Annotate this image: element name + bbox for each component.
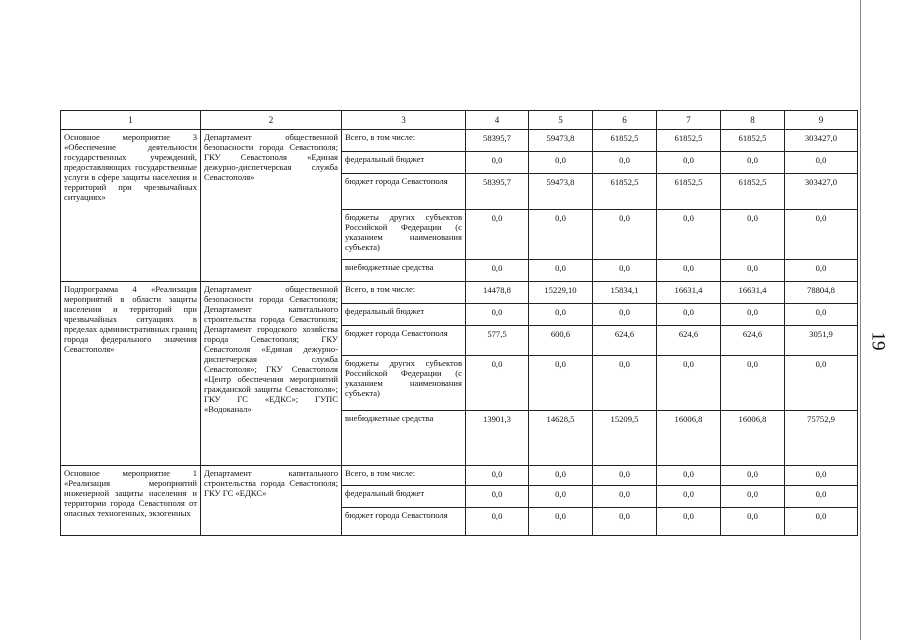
amount-cell: 0,0 bbox=[785, 508, 858, 536]
amount-cell: 303427,0 bbox=[785, 174, 858, 210]
funding-source-cell: федеральный бюджет bbox=[342, 152, 466, 174]
amount-cell: 0,0 bbox=[721, 152, 785, 174]
amount-cell: 14478,8 bbox=[466, 282, 529, 304]
amount-cell: 0,0 bbox=[657, 210, 721, 260]
amount-cell: 59473,8 bbox=[529, 130, 593, 152]
amount-cell: 61852,5 bbox=[721, 174, 785, 210]
amount-cell: 0,0 bbox=[529, 466, 593, 486]
amount-cell: 0,0 bbox=[721, 466, 785, 486]
amount-cell: 15229,10 bbox=[529, 282, 593, 304]
header-row bbox=[61, 111, 858, 130]
amount-cell: 61852,5 bbox=[721, 130, 785, 152]
header-cell: 3 bbox=[342, 111, 466, 130]
executor-cell: Департамент капитального строительства города Севастополя; ГКУ ГС «ЕДКС» bbox=[201, 466, 342, 536]
amount-cell: 58395,7 bbox=[466, 130, 529, 152]
amount-cell: 0,0 bbox=[657, 466, 721, 486]
funding-source-cell: федеральный бюджет bbox=[342, 486, 466, 508]
amount-cell: 0,0 bbox=[529, 304, 593, 326]
funding-source-cell: Всего, в том числе: bbox=[342, 282, 466, 304]
funding-source-cell: Всего, в том числе: bbox=[342, 130, 466, 152]
amount-cell: 0,0 bbox=[529, 210, 593, 260]
amount-cell: 0,0 bbox=[785, 356, 858, 411]
amount-cell: 0,0 bbox=[529, 260, 593, 282]
amount-cell: 0,0 bbox=[657, 152, 721, 174]
amount-cell: 15209,5 bbox=[593, 411, 657, 466]
amount-cell: 75752,9 bbox=[785, 411, 858, 466]
amount-cell: 0,0 bbox=[466, 304, 529, 326]
amount-cell: 0,0 bbox=[466, 210, 529, 260]
amount-cell: 303427,0 bbox=[785, 130, 858, 152]
table-row bbox=[61, 466, 858, 486]
amount-cell: 16631,4 bbox=[721, 282, 785, 304]
funding-source-cell: федеральный бюджет bbox=[342, 304, 466, 326]
amount-cell: 59473,8 bbox=[529, 174, 593, 210]
amount-cell: 0,0 bbox=[785, 304, 858, 326]
amount-cell: 13901,3 bbox=[466, 411, 529, 466]
funding-source-cell: бюджет города Севастополя bbox=[342, 508, 466, 536]
funding-source-cell: бюджеты других субъектов Российской Федерации (с указанием наименования субъекта) bbox=[342, 356, 466, 411]
amount-cell: 15834,1 bbox=[593, 282, 657, 304]
funding-source-cell: внебюджетные средства bbox=[342, 411, 466, 466]
amount-cell: 0,0 bbox=[593, 152, 657, 174]
amount-cell: 0,0 bbox=[593, 210, 657, 260]
amount-cell: 16006,8 bbox=[721, 411, 785, 466]
header-cell: 1 bbox=[61, 111, 201, 130]
amount-cell: 0,0 bbox=[785, 260, 858, 282]
amount-cell: 0,0 bbox=[721, 356, 785, 411]
amount-cell: 0,0 bbox=[721, 304, 785, 326]
amount-cell: 0,0 bbox=[721, 260, 785, 282]
amount-cell: 58395,7 bbox=[466, 174, 529, 210]
amount-cell: 0,0 bbox=[657, 508, 721, 536]
funding-source-cell: бюджет города Севастополя bbox=[342, 174, 466, 210]
funding-source-cell: бюджет города Севастополя bbox=[342, 326, 466, 356]
amount-cell: 0,0 bbox=[466, 356, 529, 411]
header-cell: 9 bbox=[785, 111, 858, 130]
executor-cell: Департамент общественной безопасности города Севастополя; Департамент капитального строительства города Севастополя; Департамент городского хозяйства города Севастополя; ГКУ Севастополя «Единая дежурно-диспетчерская служба Севастополя»; ГКУ Севастополя «Центр обеспечения мероприятий гражданской защиты Севастополя»; ГКУ ГС «ЕДКС»; ГУПС «Водоканал» bbox=[201, 282, 342, 466]
amount-cell: 3051,9 bbox=[785, 326, 858, 356]
amount-cell: 14628,5 bbox=[529, 411, 593, 466]
amount-cell: 0,0 bbox=[529, 152, 593, 174]
amount-cell: 61852,5 bbox=[657, 174, 721, 210]
amount-cell: 624,6 bbox=[657, 326, 721, 356]
activity-name-cell: Основное мероприятие 1 «Реализация мероприятий инженерной защиты населения и территории города Севастополя от опасных техногенных, экзогенных bbox=[61, 466, 201, 536]
amount-cell: 0,0 bbox=[466, 486, 529, 508]
funding-source-cell: бюджеты других субъектов Российской Федерации (с указанием наименования субъекта) bbox=[342, 210, 466, 260]
amount-cell: 0,0 bbox=[466, 466, 529, 486]
amount-cell: 0,0 bbox=[466, 260, 529, 282]
amount-cell: 0,0 bbox=[657, 304, 721, 326]
amount-cell: 0,0 bbox=[593, 508, 657, 536]
amount-cell: 0,0 bbox=[593, 356, 657, 411]
amount-cell: 577,5 bbox=[466, 326, 529, 356]
amount-cell: 600,6 bbox=[529, 326, 593, 356]
amount-cell: 61852,5 bbox=[593, 174, 657, 210]
amount-cell: 61852,5 bbox=[657, 130, 721, 152]
amount-cell: 0,0 bbox=[529, 508, 593, 536]
header-cell: 2 bbox=[201, 111, 342, 130]
financing-table bbox=[60, 110, 858, 536]
executor-cell: Департамент общественной безопасности города Севастополя; ГКУ Севастополя «Единая дежурно-диспетчерская служба Севастополя» bbox=[201, 130, 342, 282]
amount-cell: 0,0 bbox=[657, 260, 721, 282]
amount-cell: 78804,8 bbox=[785, 282, 858, 304]
amount-cell: 0,0 bbox=[785, 486, 858, 508]
amount-cell: 0,0 bbox=[529, 486, 593, 508]
amount-cell: 0,0 bbox=[593, 304, 657, 326]
activity-name-cell: Подпрограмма 4 «Реализация мероприятий в области защиты населения и территорий при чрезвычайных ситуациях в пределах административных границ города федерального значения Севастополя» bbox=[61, 282, 201, 466]
header-cell: 8 bbox=[721, 111, 785, 130]
activity-name-cell: Основное мероприятие 3 «Обеспечение деятельности государственных учреждений, предоставляющих государственные услуги в сфере защиты населения и территорий при чрезвычайных ситуациях» bbox=[61, 130, 201, 282]
amount-cell: 0,0 bbox=[593, 466, 657, 486]
amount-cell: 0,0 bbox=[721, 508, 785, 536]
header-cell: 4 bbox=[466, 111, 529, 130]
amount-cell: 16631,4 bbox=[657, 282, 721, 304]
page-number: 19 bbox=[867, 331, 889, 351]
amount-cell: 0,0 bbox=[466, 508, 529, 536]
amount-cell: 0,0 bbox=[593, 486, 657, 508]
amount-cell: 0,0 bbox=[785, 466, 858, 486]
amount-cell: 61852,5 bbox=[593, 130, 657, 152]
amount-cell: 624,6 bbox=[593, 326, 657, 356]
page-edge-line bbox=[860, 0, 861, 640]
header-cell: 7 bbox=[657, 111, 721, 130]
funding-source-cell: Всего, в том числе: bbox=[342, 466, 466, 486]
amount-cell: 0,0 bbox=[466, 152, 529, 174]
funding-source-cell: внебюджетные средства bbox=[342, 260, 466, 282]
amount-cell: 16006,8 bbox=[657, 411, 721, 466]
amount-cell: 624,6 bbox=[721, 326, 785, 356]
table-row bbox=[61, 130, 858, 152]
amount-cell: 0,0 bbox=[721, 486, 785, 508]
header-cell: 5 bbox=[529, 111, 593, 130]
amount-cell: 0,0 bbox=[657, 486, 721, 508]
amount-cell: 0,0 bbox=[721, 210, 785, 260]
amount-cell: 0,0 bbox=[657, 356, 721, 411]
table-row bbox=[61, 282, 858, 304]
amount-cell: 0,0 bbox=[529, 356, 593, 411]
amount-cell: 0,0 bbox=[593, 260, 657, 282]
amount-cell: 0,0 bbox=[785, 152, 858, 174]
amount-cell: 0,0 bbox=[785, 210, 858, 260]
header-cell: 6 bbox=[593, 111, 657, 130]
